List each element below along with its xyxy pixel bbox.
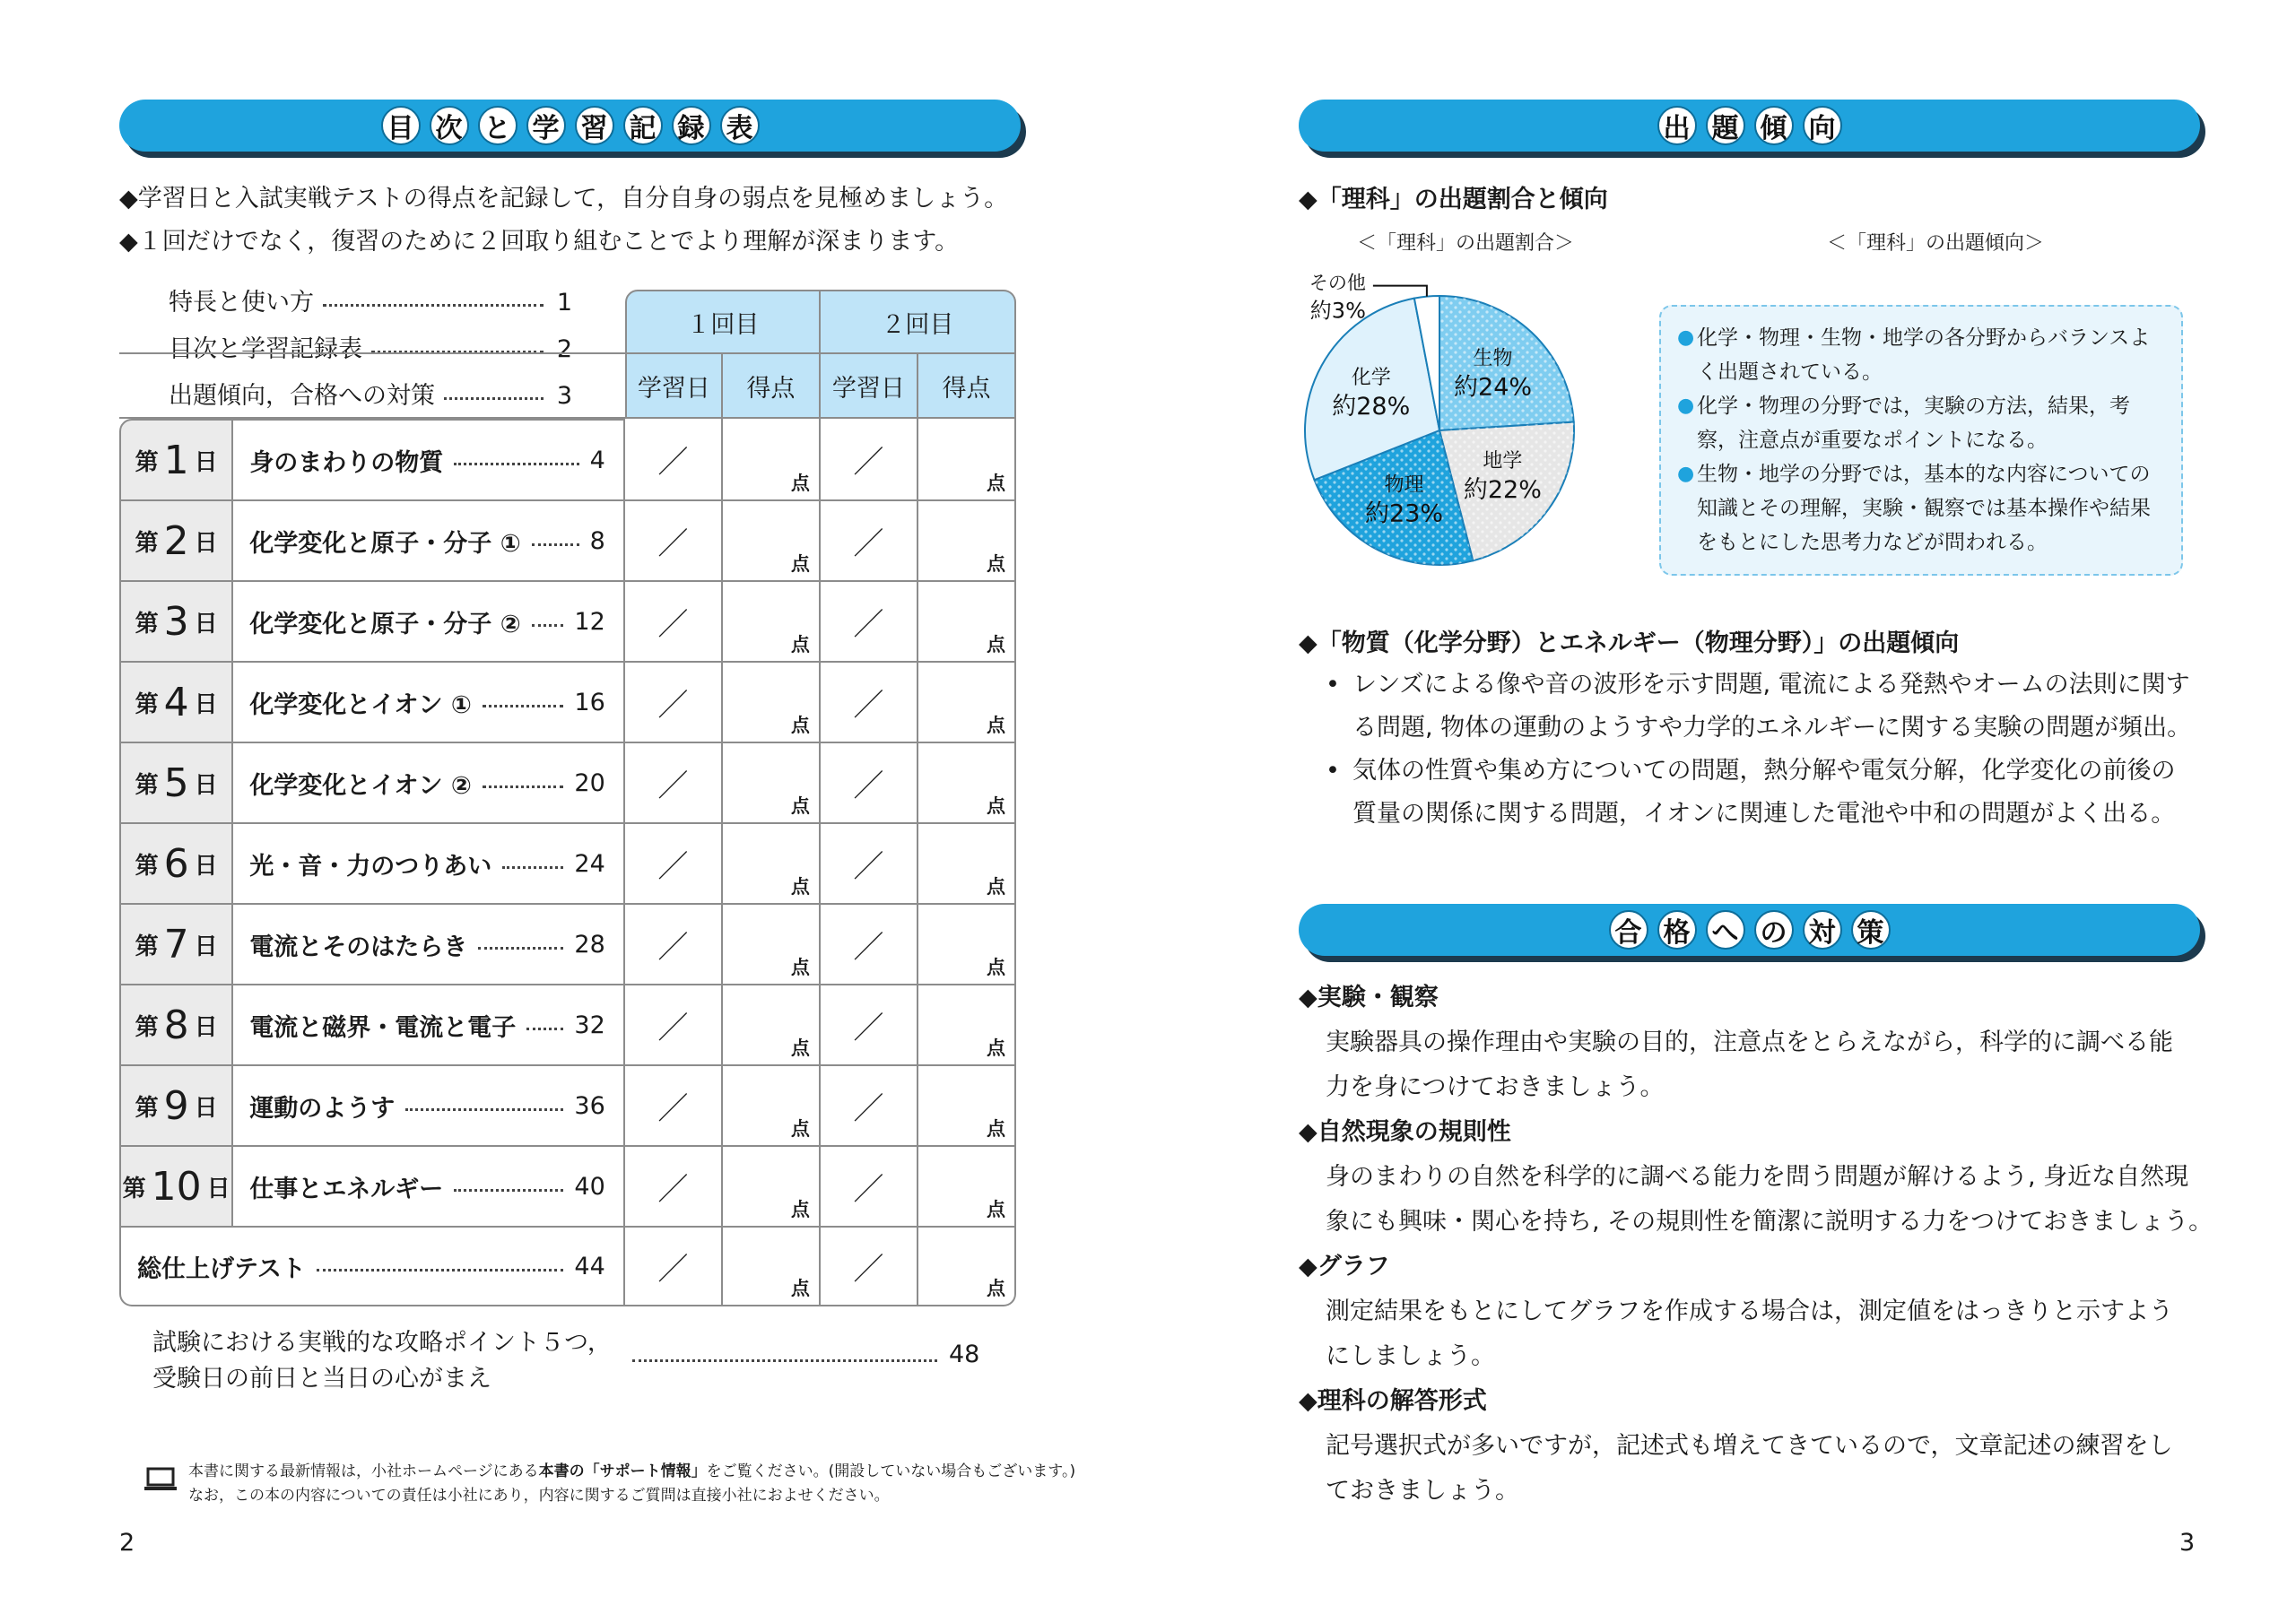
score-cell[interactable] bbox=[723, 1147, 821, 1228]
study-date-cell[interactable] bbox=[821, 985, 918, 1066]
toc-entry-page: 1 bbox=[556, 289, 572, 317]
banner-char: 傾 bbox=[1754, 106, 1794, 145]
day-suffix: 日 bbox=[194, 1094, 218, 1122]
day-label bbox=[119, 501, 233, 582]
lesson-title: 仕事とエネルギー bbox=[249, 1175, 444, 1203]
day-suffix: 日 bbox=[194, 610, 218, 638]
score-cell[interactable] bbox=[723, 1066, 821, 1147]
day-label bbox=[119, 582, 233, 663]
trend-item bbox=[1677, 389, 2165, 457]
table-row bbox=[119, 663, 1016, 743]
score-unit: 点 bbox=[987, 634, 1005, 655]
lesson-page: 28 bbox=[574, 930, 605, 959]
trend-banner bbox=[1299, 100, 2200, 152]
strategy-text: 象にも興味・関心を持ち, その規則性を簡潔に説明する力をつけておきましょう。 bbox=[1326, 1208, 2213, 1236]
lesson-title: 身のまわりの物質 bbox=[249, 448, 444, 477]
score-cell[interactable] bbox=[723, 1228, 821, 1306]
study-date-cell[interactable] bbox=[821, 582, 918, 663]
strategy-heading: ◆理科の解答形式 bbox=[1299, 1387, 1487, 1415]
record-grid bbox=[119, 290, 1016, 1306]
score-cell[interactable] bbox=[723, 905, 821, 985]
banner-char: 合 bbox=[1609, 910, 1648, 950]
strategy-heading: ◆グラフ bbox=[1299, 1253, 1390, 1280]
round1-header: １回目 bbox=[625, 290, 821, 354]
closing-note bbox=[152, 1325, 612, 1397]
bullet-icon: ● bbox=[1677, 326, 1695, 349]
pie-value-label: 約28% bbox=[1332, 393, 1411, 421]
toc-entry-title: 特長と使い方 bbox=[169, 289, 314, 317]
footnote-text: なお，この本の内容についての責任は小社にあり，内容に関するご質問は直接小社におよせください。 bbox=[188, 1487, 890, 1505]
study-date-cell[interactable] bbox=[821, 743, 918, 824]
banner-char: へ bbox=[1706, 910, 1745, 950]
study-date-cell[interactable] bbox=[625, 985, 723, 1066]
table-row bbox=[119, 501, 1016, 582]
banner-char: 向 bbox=[1803, 106, 1842, 145]
score-cell[interactable] bbox=[918, 743, 1016, 824]
score-unit: 点 bbox=[987, 553, 1005, 575]
list-line: 質量の関係に関する問題，イオンに関連した電池や中和の問題がよく出る。 bbox=[1352, 800, 2176, 828]
lesson-title: 電流と磁界・電流と電子 bbox=[249, 1013, 517, 1042]
table-row bbox=[119, 419, 1016, 501]
physchem-list bbox=[1326, 664, 2191, 836]
table-row bbox=[119, 743, 1016, 824]
score-unit: 点 bbox=[790, 1199, 810, 1220]
score-unit: 点 bbox=[790, 553, 810, 575]
pie-label: 物理 bbox=[1384, 473, 1424, 497]
slash-mark: ／ bbox=[657, 1090, 689, 1127]
trend-text: 化学・物理・生物・地学の各分野からバランスよく出題されている。 bbox=[1697, 326, 2151, 384]
day-suffix: 日 bbox=[194, 690, 218, 718]
lesson-title: 化学変化と原子・分子 ② bbox=[249, 610, 521, 638]
bullet-icon: • bbox=[1326, 757, 1340, 785]
day-prefix: 第 bbox=[122, 1175, 146, 1202]
slash-mark: ／ bbox=[657, 606, 689, 643]
intro-text bbox=[119, 178, 1008, 264]
score-unit: 点 bbox=[790, 473, 810, 494]
strategy-heading: ◆実験・観察 bbox=[1299, 984, 1439, 1011]
day-label bbox=[119, 419, 233, 501]
day-label bbox=[119, 824, 233, 905]
lesson-title-cell[interactable] bbox=[233, 663, 624, 743]
leader-dots bbox=[454, 463, 578, 465]
toc-entry-page: 3 bbox=[556, 382, 572, 410]
score-unit: 点 bbox=[987, 957, 1005, 978]
score-cell[interactable] bbox=[723, 824, 821, 905]
day-prefix: 第 bbox=[135, 771, 159, 799]
table-row bbox=[119, 905, 1016, 985]
score-unit: 点 bbox=[987, 1037, 1005, 1059]
lesson-title-cell[interactable] bbox=[233, 985, 624, 1066]
day-prefix: 第 bbox=[135, 690, 159, 718]
leader-dots bbox=[483, 705, 564, 707]
pie-label: 生物 bbox=[1473, 347, 1513, 370]
lesson-title: 光・音・力のつりあい bbox=[249, 852, 492, 881]
score-unit: 点 bbox=[987, 1278, 1005, 1299]
strategy-text: 測定結果をもとにしてグラフを作成する場合は，測定値をはっきりと示すよう bbox=[1326, 1298, 2173, 1325]
trend-caption: ＜「理科」の出題傾向＞ bbox=[1827, 232, 2045, 255]
day-suffix: 日 bbox=[194, 529, 218, 557]
closing-line: 試験における実戦的な攻略ポイント５つ， bbox=[152, 1329, 612, 1357]
score-cell[interactable] bbox=[918, 1066, 1016, 1147]
day-number: 2 bbox=[163, 517, 189, 564]
slash-mark: ／ bbox=[853, 929, 884, 966]
slash-mark: ／ bbox=[853, 1090, 884, 1127]
pie-caption: ＜「理科」の出題割合＞ bbox=[1357, 232, 1575, 255]
score-cell[interactable] bbox=[918, 905, 1016, 985]
table-corner bbox=[119, 290, 625, 354]
day-prefix: 第 bbox=[135, 1094, 159, 1122]
score-unit: 点 bbox=[790, 715, 810, 736]
score-cell[interactable] bbox=[918, 824, 1016, 905]
banner-char: 題 bbox=[1706, 106, 1745, 145]
pie-value-label: 約23% bbox=[1364, 499, 1444, 528]
footnote-text: をご覧ください。(開設していない場合もございます。) bbox=[706, 1462, 1076, 1480]
day-number: 3 bbox=[163, 598, 189, 645]
score-cell[interactable] bbox=[723, 663, 821, 743]
lesson-page: 40 bbox=[574, 1172, 605, 1201]
strategy-heading: ◆自然現象の規則性 bbox=[1299, 1118, 1511, 1146]
slash-mark: ／ bbox=[853, 525, 884, 562]
support-info-link[interactable]: 本書の「サポート情報」 bbox=[538, 1462, 707, 1480]
score-header: 得点 bbox=[723, 354, 821, 419]
study-date-cell[interactable] bbox=[625, 1228, 723, 1306]
study-date-cell[interactable] bbox=[821, 1228, 918, 1306]
leader-dots bbox=[502, 866, 563, 869]
leader-dots bbox=[526, 1028, 563, 1030]
lesson-title-cell[interactable] bbox=[233, 582, 624, 663]
leader-dots bbox=[632, 1359, 937, 1362]
day-prefix: 第 bbox=[135, 852, 159, 880]
score-unit: 点 bbox=[790, 957, 810, 978]
banner-char: 格 bbox=[1657, 910, 1697, 950]
day-number: 4 bbox=[163, 679, 189, 725]
score-unit: 点 bbox=[987, 1199, 1005, 1220]
slash-mark: ／ bbox=[853, 768, 884, 804]
banner-char: 習 bbox=[575, 106, 614, 145]
banner-char: 目 bbox=[381, 106, 421, 145]
toc-entry-title: 出題傾向，合格への対策 bbox=[169, 382, 435, 410]
day-label bbox=[119, 1147, 233, 1228]
score-cell[interactable] bbox=[723, 501, 821, 582]
leader-dots bbox=[454, 1189, 563, 1192]
lesson-title: 電流とそのはたらき bbox=[249, 933, 468, 961]
list-line: 気体の性質や集め方についての問題，熱分解や電気分解，化学変化の前後の bbox=[1352, 757, 2176, 785]
subject-ratio-pie-chart bbox=[1300, 269, 1677, 574]
slash-mark: ／ bbox=[853, 1010, 884, 1046]
day-number: 10 bbox=[151, 1163, 202, 1210]
trend-text: 化学・物理の分野では，実験の方法，結果，考察，注意点が重要なポイントになる。 bbox=[1697, 395, 2130, 452]
study-date-cell[interactable] bbox=[821, 501, 918, 582]
score-cell[interactable] bbox=[918, 582, 1016, 663]
study-date-cell[interactable] bbox=[625, 1066, 723, 1147]
day-number: 8 bbox=[163, 1002, 189, 1048]
day-label bbox=[119, 743, 233, 824]
strategy-sections bbox=[1299, 976, 2213, 1514]
score-cell[interactable] bbox=[918, 985, 1016, 1066]
pie-value-label: 約3% bbox=[1309, 298, 1366, 324]
day-number: 1 bbox=[163, 437, 189, 483]
slash-mark: ／ bbox=[853, 1171, 884, 1208]
slash-mark: ／ bbox=[853, 1251, 884, 1288]
page-number: 2 bbox=[119, 1529, 135, 1557]
banner-char: 次 bbox=[430, 106, 469, 145]
study-date-cell[interactable] bbox=[625, 824, 723, 905]
slash-mark: ／ bbox=[657, 1171, 689, 1208]
study-date-cell[interactable] bbox=[821, 1066, 918, 1147]
toc-entry-page: 2 bbox=[556, 335, 572, 363]
study-date-cell[interactable] bbox=[821, 663, 918, 743]
day-prefix: 第 bbox=[135, 529, 159, 557]
lesson-title-cell[interactable] bbox=[233, 419, 624, 501]
lesson-page: 36 bbox=[574, 1091, 605, 1120]
slash-mark: ／ bbox=[657, 444, 689, 481]
score-header: 得点 bbox=[918, 354, 1016, 419]
slash-mark: ／ bbox=[853, 687, 884, 724]
lesson-title-cell[interactable] bbox=[233, 824, 624, 905]
intro-line: ◆学習日と入試実戦テストの得点を記録して，自分自身の弱点を見極めましょう。 bbox=[119, 185, 1009, 213]
lesson-title-cell[interactable] bbox=[233, 1147, 624, 1228]
day-suffix: 日 bbox=[194, 771, 218, 799]
leader-dots bbox=[405, 1108, 563, 1111]
lesson-page: 44 bbox=[574, 1252, 605, 1280]
closing-line: 受験日の前日と当日の心がまえ bbox=[152, 1365, 491, 1393]
lesson-page: 16 bbox=[574, 688, 605, 716]
toc-entry-title: 目次と学習記録表 bbox=[169, 335, 362, 363]
strategy-text: ておきましょう。 bbox=[1326, 1477, 1519, 1505]
lesson-page: 12 bbox=[574, 607, 605, 636]
lesson-title-cell[interactable] bbox=[233, 1066, 624, 1147]
lesson-page: 32 bbox=[574, 1011, 605, 1039]
banner-char: 策 bbox=[1851, 910, 1891, 950]
banner-char: 対 bbox=[1803, 910, 1842, 950]
pie-leader-line bbox=[1373, 286, 1427, 297]
bullet-icon: ● bbox=[1677, 463, 1695, 485]
day-suffix: 日 bbox=[194, 933, 218, 960]
slash-mark: ／ bbox=[657, 848, 689, 885]
score-unit: 点 bbox=[790, 1118, 810, 1140]
score-unit: 点 bbox=[987, 876, 1005, 898]
score-cell[interactable] bbox=[723, 985, 821, 1066]
table-corner bbox=[119, 354, 625, 419]
slash-mark: ／ bbox=[853, 848, 884, 885]
score-unit: 点 bbox=[790, 634, 810, 655]
slash-mark: ／ bbox=[853, 444, 884, 481]
study-date-cell[interactable] bbox=[625, 743, 723, 824]
list-line: レンズによる像や音の波形を示す問題, 電流による発熱やオームの法則に関す bbox=[1352, 671, 2190, 699]
score-cell[interactable] bbox=[918, 501, 1016, 582]
table-row bbox=[119, 582, 1016, 663]
slash-mark: ／ bbox=[657, 929, 689, 966]
day-number: 9 bbox=[163, 1082, 189, 1129]
table-row bbox=[119, 1066, 1016, 1147]
score-unit: 点 bbox=[790, 876, 810, 898]
banner-char: 録 bbox=[672, 106, 711, 145]
lesson-page: 4 bbox=[589, 446, 605, 474]
banner-char: 記 bbox=[623, 106, 663, 145]
lesson-title: 化学変化とイオン ② bbox=[249, 771, 472, 800]
day-suffix: 日 bbox=[194, 852, 218, 880]
page-number: 3 bbox=[2179, 1529, 2196, 1557]
study-date-cell[interactable] bbox=[625, 663, 723, 743]
study-date-cell[interactable] bbox=[625, 582, 723, 663]
strategy-text: 記号選択式が多いですが，記述式も増えてきているので，文章記述の練習をし bbox=[1326, 1432, 2173, 1460]
day-suffix: 日 bbox=[194, 1013, 218, 1041]
final-test-cell[interactable] bbox=[119, 1228, 625, 1306]
slash-mark: ／ bbox=[657, 768, 689, 804]
score-unit: 点 bbox=[987, 473, 1005, 494]
lesson-title: 化学変化とイオン ① bbox=[249, 690, 472, 719]
day-prefix: 第 bbox=[135, 1013, 159, 1041]
lesson-title: 化学変化と原子・分子 ① bbox=[249, 529, 521, 558]
list-item bbox=[1326, 664, 2191, 750]
score-unit: 点 bbox=[790, 1037, 810, 1059]
study-date-cell[interactable] bbox=[821, 1147, 918, 1228]
study-date-cell[interactable] bbox=[625, 501, 723, 582]
lesson-title-cell[interactable] bbox=[233, 743, 624, 824]
slash-mark: ／ bbox=[657, 1010, 689, 1046]
score-cell[interactable] bbox=[723, 582, 821, 663]
lesson-title: 運動のようす bbox=[249, 1094, 396, 1123]
laptop-icon bbox=[144, 1467, 178, 1492]
day-label bbox=[119, 985, 233, 1066]
slash-mark: ／ bbox=[853, 606, 884, 643]
day-label bbox=[119, 1066, 233, 1147]
lesson-title: 総仕上げテスト bbox=[137, 1254, 306, 1283]
list-line: る問題, 物体の運動のようすや力学的エネルギーに関する実験の問題が頻出。 bbox=[1352, 714, 2192, 742]
score-unit: 点 bbox=[987, 795, 1005, 817]
study-date-header: 学習日 bbox=[821, 354, 918, 419]
day-label bbox=[119, 905, 233, 985]
score-cell[interactable] bbox=[723, 419, 821, 501]
pie-label: 化学 bbox=[1351, 367, 1391, 390]
day-prefix: 第 bbox=[135, 610, 159, 638]
lesson-page: 8 bbox=[589, 526, 605, 555]
leader-dots bbox=[532, 543, 579, 546]
pie-label: その他 bbox=[1309, 272, 1366, 294]
day-suffix: 日 bbox=[194, 448, 218, 476]
score-cell[interactable] bbox=[918, 663, 1016, 743]
slash-mark: ／ bbox=[657, 687, 689, 724]
round2-header: ２回目 bbox=[821, 290, 1016, 354]
strategy-text: 身のまわりの自然を科学的に調べる能力を問う問題が解けるよう, 身近な自然現 bbox=[1326, 1163, 2189, 1191]
study-date-cell[interactable] bbox=[625, 905, 723, 985]
slash-mark: ／ bbox=[657, 525, 689, 562]
strategy-text: 力を身につけておきましょう。 bbox=[1326, 1073, 1665, 1101]
ratio-heading: ◆「理科」の出題割合と傾向 bbox=[1299, 186, 1608, 213]
day-label bbox=[119, 663, 233, 743]
study-date-cell[interactable] bbox=[625, 1147, 723, 1228]
list-item bbox=[1326, 750, 2191, 836]
trend-item bbox=[1677, 321, 2165, 389]
bullet-icon: ● bbox=[1677, 395, 1695, 417]
strategy-text: にしましょう。 bbox=[1326, 1342, 1495, 1370]
toc-banner bbox=[119, 100, 1021, 152]
score-unit: 点 bbox=[790, 795, 810, 817]
lesson-page: 20 bbox=[574, 768, 605, 797]
day-number: 7 bbox=[163, 921, 189, 968]
study-date-header: 学習日 bbox=[625, 354, 723, 419]
lesson-page: 24 bbox=[574, 849, 605, 878]
day-prefix: 第 bbox=[135, 448, 159, 476]
score-unit: 点 bbox=[790, 1278, 810, 1299]
lesson-title-cell[interactable] bbox=[233, 501, 624, 582]
trend-text: 生物・地学の分野では，基本的な内容についての知識とその理解，実験・観察では基本操作や結果をもとにした思考力などが問われる。 bbox=[1697, 463, 2151, 554]
study-date-cell[interactable] bbox=[821, 824, 918, 905]
score-unit: 点 bbox=[987, 715, 1005, 736]
strategy-text: 実験器具の操作理由や実験の目的，注意点をとらえながら，科学的に調べる能 bbox=[1326, 1028, 2173, 1056]
banner-char: 表 bbox=[720, 106, 760, 145]
day-suffix: 日 bbox=[206, 1175, 230, 1202]
study-date-cell[interactable] bbox=[821, 419, 918, 501]
leader-dots bbox=[532, 624, 564, 627]
physchem-heading: ◆「物質（化学分野）とエネルギー（物理分野）」の出題傾向 bbox=[1299, 629, 1960, 657]
score-unit: 点 bbox=[987, 1118, 1005, 1140]
pie-value-label: 約24% bbox=[1454, 373, 1533, 402]
trend-box bbox=[1659, 305, 2183, 576]
closing-page: 48 bbox=[949, 1341, 980, 1368]
score-cell[interactable] bbox=[918, 1228, 1016, 1306]
table-row bbox=[119, 1147, 1016, 1228]
leader-dots bbox=[478, 947, 563, 950]
study-date-cell[interactable] bbox=[625, 419, 723, 501]
banner-char: 学 bbox=[526, 106, 566, 145]
study-record-table bbox=[119, 290, 1016, 1306]
table-row bbox=[119, 1228, 1016, 1306]
lesson-title-cell[interactable] bbox=[233, 905, 624, 985]
pie-label: 地学 bbox=[1483, 450, 1523, 473]
banner-char: と bbox=[478, 106, 517, 145]
right-page bbox=[1148, 0, 2296, 1623]
day-prefix: 第 bbox=[135, 933, 159, 960]
leader-dots bbox=[483, 785, 564, 788]
table-row bbox=[119, 824, 1016, 905]
score-cell[interactable] bbox=[723, 743, 821, 824]
bullet-icon: • bbox=[1326, 671, 1340, 699]
slash-mark: ／ bbox=[657, 1251, 689, 1288]
pie-value-label: 約22% bbox=[1463, 476, 1542, 505]
leader-dots bbox=[317, 1269, 564, 1271]
footnote-text: 本書に関する最新情報は，小社ホームページにある bbox=[188, 1462, 539, 1480]
score-cell[interactable] bbox=[918, 419, 1016, 501]
score-cell[interactable] bbox=[918, 1147, 1016, 1228]
table-row bbox=[119, 985, 1016, 1066]
day-number: 5 bbox=[163, 759, 189, 806]
intro-line: ◆１回だけでなく，復習のために２回取り組むことでより理解が深まります。 bbox=[119, 228, 960, 256]
banner-char: の bbox=[1754, 910, 1794, 950]
study-date-cell[interactable] bbox=[821, 905, 918, 985]
strategy-banner bbox=[1299, 904, 2200, 956]
trend-item bbox=[1677, 457, 2165, 560]
day-number: 6 bbox=[163, 840, 189, 887]
banner-char: 出 bbox=[1657, 106, 1697, 145]
support-footnote bbox=[188, 1460, 1075, 1508]
